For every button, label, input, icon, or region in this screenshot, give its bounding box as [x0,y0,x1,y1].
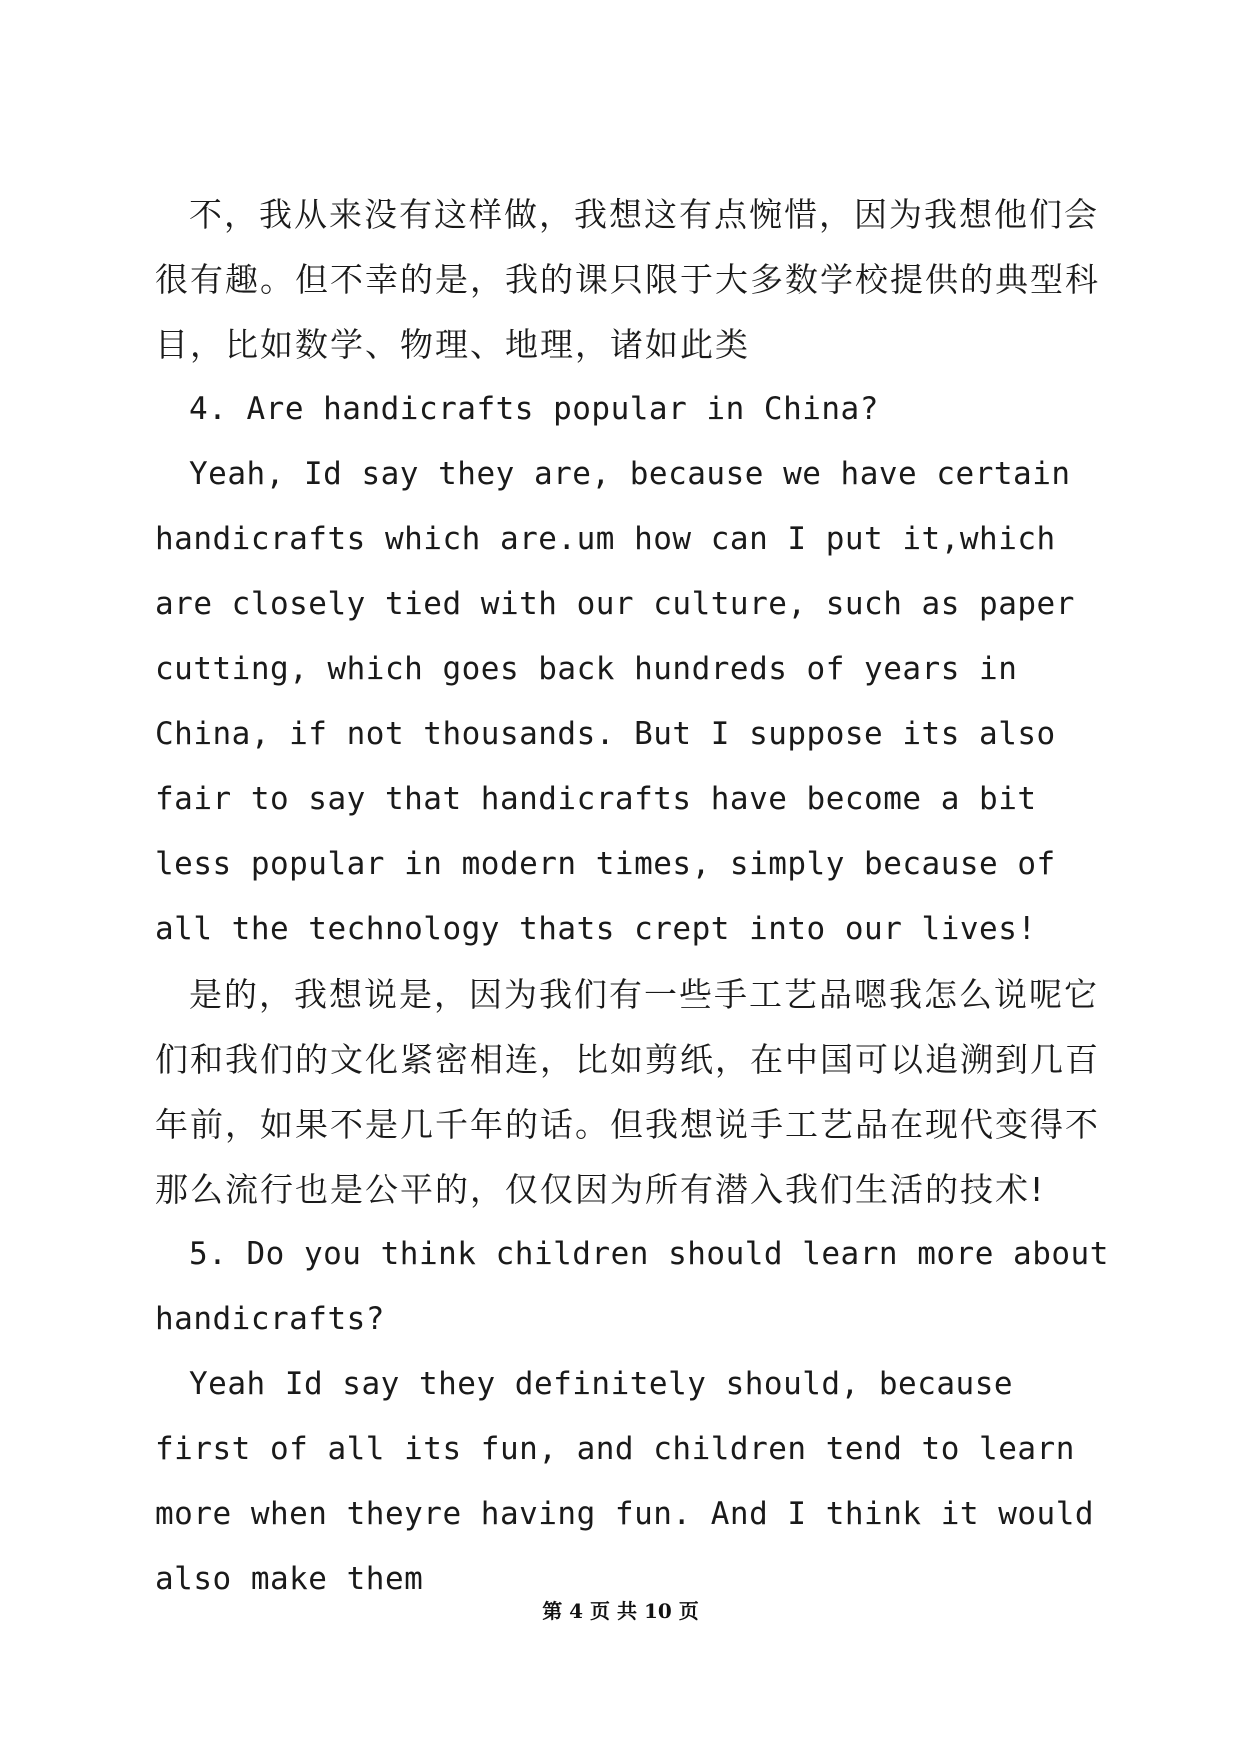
page-footer: 第 4 页 共 10 页 [542,1599,699,1623]
question-5: 5. Do you think children should learn more about handicrafts? [155,1236,1109,1337]
answer-5-en: Yeah Id say they definitely should, because first of all its fun, and children tend to learn more when theyre having fun. And I think it would also make them [155,1366,1095,1597]
question-4: 4. Are handicrafts popular in China? [189,391,879,427]
answer-4-zh: 是的，我想说是，因为我们有一些手工艺品嗯我怎么说呢它们和我们的文化紧密相连，比如剪纸，在中国可以追溯到几百年前，如果不是几千年的话。但我想说手工艺品在现代变得不那么流行也是公平的，仅仅因为所有潜入我们生活的技术! [155,975,1100,1209]
document-body [155,182,1115,1612]
answer-4-en: Yeah, Id say they are, because we have certain handicrafts which are.um how can I put it,which are closely tied with our culture, such as paper cutting, which goes back hundreds of years in China, if not thousands. But I suppose its also fair to say that handicrafts have become a bit less popular in modern times, simply because of all the technology thats crept into our lives! [155,456,1075,947]
paragraph-answer-zh-3: 不，我从来没有这样做，我想这有点惋惜，因为我想他们会很有趣。但不幸的是，我的课只限于大多数学校提供的典型科目，比如数学、物理、地理，诸如此类 [155,195,1100,364]
